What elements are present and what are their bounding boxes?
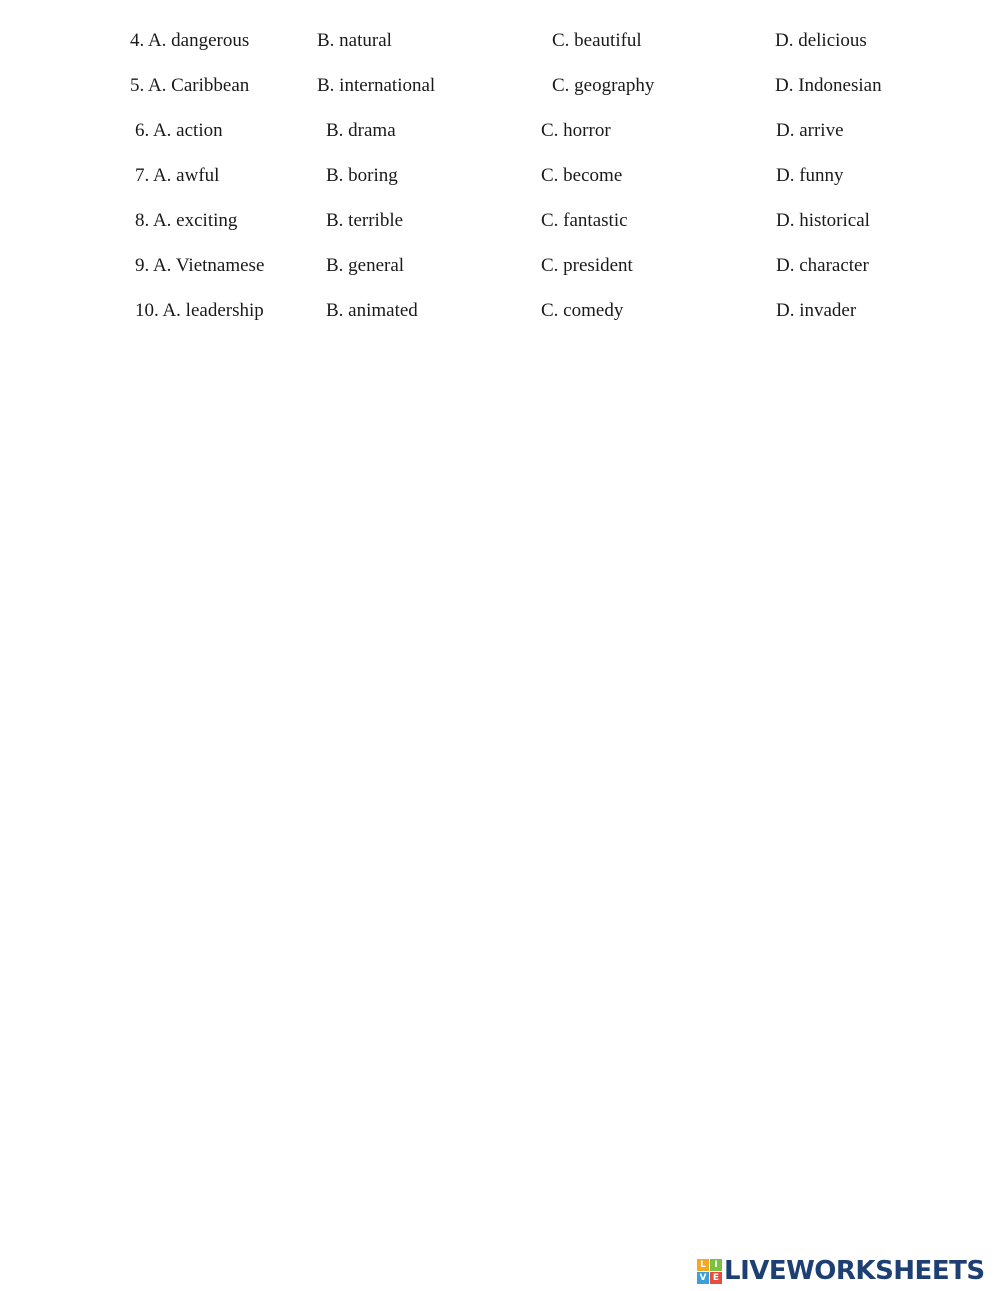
logo-tile-l: L <box>697 1259 709 1271</box>
option-b: B. boring <box>326 165 398 186</box>
option-c: C. fantastic <box>541 210 628 231</box>
question-row-8 <box>0 206 1000 236</box>
question-row-10 <box>0 296 1000 326</box>
option-c: C. geography <box>552 75 655 96</box>
question-row-4 <box>0 26 1000 56</box>
option-b: B. animated <box>326 300 418 321</box>
option-b: B. international <box>317 75 436 96</box>
liveworksheets-watermark <box>697 1255 985 1287</box>
logo-tile-v: V <box>697 1272 709 1284</box>
option-d: D. Indonesian <box>775 75 882 96</box>
option-c: C. horror <box>541 120 611 141</box>
option-d: D. character <box>776 255 869 276</box>
option-c: C. president <box>541 255 633 276</box>
liveworksheets-logo-icon <box>697 1259 722 1284</box>
option-d: D. funny <box>776 165 844 186</box>
option-c: C. comedy <box>541 300 624 321</box>
option-a: 5. A. Caribbean <box>130 75 250 96</box>
question-row-6 <box>0 116 1000 146</box>
option-d: D. invader <box>776 300 857 321</box>
option-c: C. beautiful <box>552 30 642 51</box>
option-d: D. delicious <box>775 30 867 51</box>
option-b: B. terrible <box>326 210 404 231</box>
option-d: D. historical <box>776 210 870 231</box>
logo-tile-i: I <box>710 1259 722 1271</box>
question-row-9 <box>0 251 1000 281</box>
question-row-5 <box>0 71 1000 101</box>
option-a: 7. A. awful <box>135 165 220 186</box>
option-a: 8. A. exciting <box>135 210 238 231</box>
option-a: 9. A. Vietnamese <box>135 255 265 276</box>
option-a: 6. A. action <box>135 120 223 141</box>
option-d: D. arrive <box>776 120 844 141</box>
option-b: B. drama <box>326 120 396 141</box>
question-row-7 <box>0 161 1000 191</box>
option-b: B. general <box>326 255 405 276</box>
option-a: 10. A. leadership <box>135 300 264 321</box>
option-c: C. become <box>541 165 623 186</box>
option-b: B. natural <box>317 30 392 51</box>
logo-tile-e: E <box>710 1272 722 1284</box>
option-a: 4. A. dangerous <box>130 30 250 51</box>
liveworksheets-wordmark: LIVEWORKSHEETS <box>724 1256 985 1286</box>
